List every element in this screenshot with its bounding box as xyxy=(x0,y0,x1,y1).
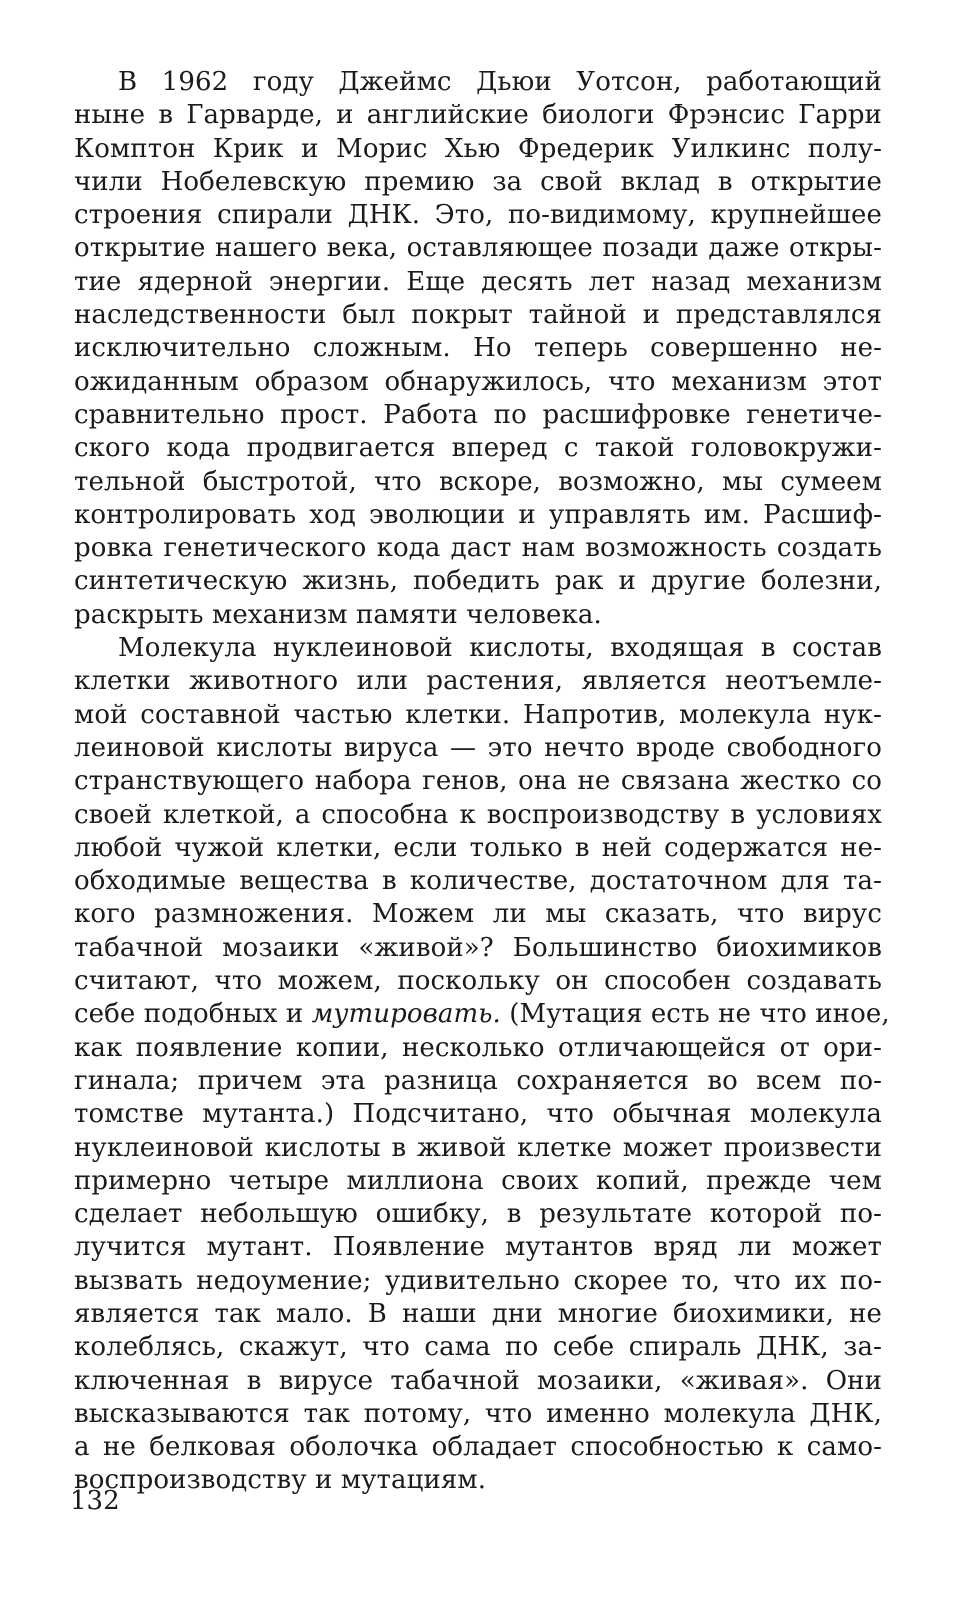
text-segment: (Мутация есть не что иное, xyxy=(509,999,890,1030)
text-segment: себе подобных и xyxy=(74,999,304,1030)
text-line: исключительно сложным. Но теперь совершенно не- xyxy=(74,333,882,364)
text-line: ровка генетического кода даст нам возможность создать xyxy=(74,533,882,564)
text-line: колеблясь, скажут, что сама по себе спираль ДНК, за- xyxy=(74,1332,882,1363)
text-line: строения спирали ДНК. Это, по-видимому, крупнейшее xyxy=(74,200,882,231)
text-line: ожиданным образом обнаружилось, что механизм этот xyxy=(74,366,882,397)
text-line: воспроизводству и мутациям. xyxy=(74,1465,487,1496)
text-line: тельной быстротой, что вскоре, возможно, мы сумеем xyxy=(74,466,882,497)
text-line: своей клеткой, а способна к воспроизводству в условиях xyxy=(74,799,882,830)
text-line: нуклеиновой кислоты в живой клетке может произвести xyxy=(74,1132,882,1163)
text-line: считают, что можем, поскольку он способен создавать xyxy=(74,966,882,997)
text-line: ныне в Гарварде, и английские биологи Фрэнсис Гарри xyxy=(74,100,882,131)
text-line: кого размножения. Можем ли мы сказать, что вирус xyxy=(74,899,882,930)
text-line: Молекула нуклеиновой кислоты, входящая в состав xyxy=(118,633,882,664)
text-line: табачной мозаики «живой»? Большинство биохимиков xyxy=(74,932,882,963)
text-line: наследственности был покрыт тайной и представлялся xyxy=(74,300,882,331)
text-line: а не белковая оболочка обладает способностью к само- xyxy=(74,1432,882,1463)
text-line: любой чужой клетки, если только в ней содержатся не- xyxy=(74,832,882,863)
text-line: В 1962 году Джеймс Дьюи Уотсон, работающий xyxy=(118,67,882,97)
text-line: странствующего набора генов, она не связана жестко со xyxy=(74,766,882,797)
page-body xyxy=(74,66,890,1498)
text-line: вызвать недоумение; удивительно скорее то, что их по- xyxy=(74,1265,882,1296)
text-line: сделает небольшую ошибку, в результате которой по- xyxy=(74,1199,882,1230)
text-line: Комптон Крик и Морис Хью Фредерик Уилкинс полу- xyxy=(74,133,882,164)
text-line: леиновой кислоты вируса — это нечто вроде свободного xyxy=(74,732,882,763)
text-line: как появление копии, несколько отличающейся от ори- xyxy=(74,1032,882,1063)
text-line: является так мало. В наши дни многие биохимики, не xyxy=(74,1298,882,1329)
text-line: клетки животного или растения, является неотъемле- xyxy=(74,666,882,697)
text-line: гинала; причем эта разница сохраняется во всем по- xyxy=(74,1065,882,1096)
paragraph-1 xyxy=(74,66,882,632)
text-line: высказываются так потому, что именно молекула ДНК, xyxy=(74,1398,882,1429)
text-line: обходимые вещества в количестве, достаточном для та- xyxy=(74,866,882,897)
italic-term: мутировать. xyxy=(311,999,501,1030)
text-line: мой составной частью клетки. Напротив, молекула нук- xyxy=(74,699,882,730)
text-line: синтетическую жизнь, победить рак и другие болезни, xyxy=(74,566,882,597)
text-line: чили Нобелевскую премию за свой вклад в открытие xyxy=(74,166,882,197)
text-line-italic-mixed xyxy=(74,998,890,1031)
text-line: контролировать ход эволюции и управлять им. Расшиф- xyxy=(74,499,882,530)
text-line: ского кода продвигается вперед с такой головокружи- xyxy=(74,433,882,464)
text-line: раскрыть механизм памяти человека. xyxy=(74,599,602,630)
text-line: тие ядерной энергии. Еще десять лет назад механизм xyxy=(74,266,882,297)
text-line: примерно четыре миллиона своих копий, прежде чем xyxy=(74,1165,882,1196)
page-number: 132 xyxy=(70,1486,120,1516)
text-line: томстве мутанта.) Подсчитано, что обычная молекула xyxy=(74,1099,882,1130)
text-line: сравнительно прост. Работа по расшифровке генетиче- xyxy=(74,399,882,430)
text-line: открытие нашего века, оставляющее позади даже откры- xyxy=(74,233,882,264)
text-line: лучится мутант. Появление мутантов вряд ли может xyxy=(74,1232,882,1263)
text-line: ключенная в вирусе табачной мозаики, «живая». Они xyxy=(74,1365,882,1396)
paragraph-2 xyxy=(74,632,890,1498)
